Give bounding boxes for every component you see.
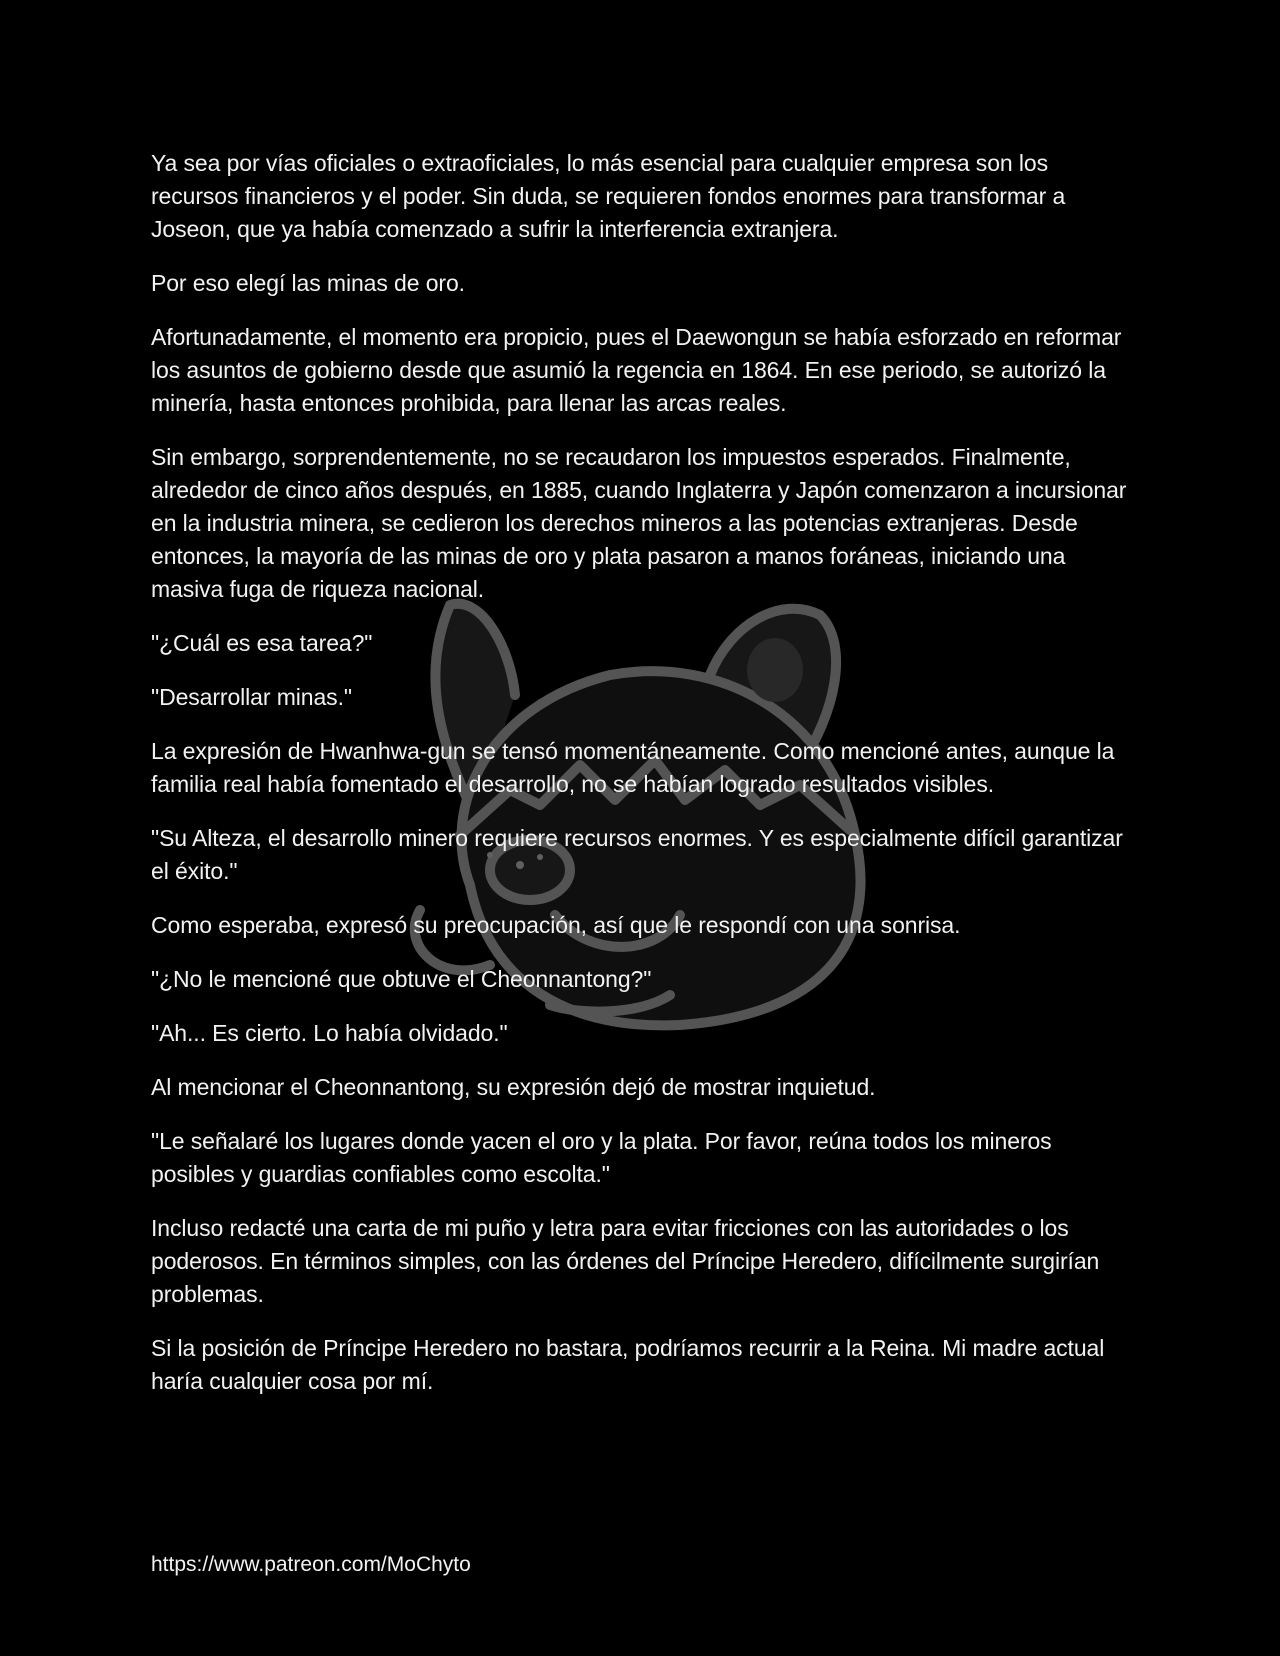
paragraph-14: Incluso redacté una carta de mi puño y letra para evitar fricciones con las autoridades o los poderosos. En términos simples, con las órdenes del Príncipe Heredero, difícilmente surgirían problemas. [151, 1215, 1100, 1307]
dialogue-line-5: "Ah... Es cierto. Lo había olvidado." [151, 1020, 508, 1046]
dialogue-line-2: "Desarrollar minas." [151, 684, 352, 710]
dialogue-line-3: "Su Alteza, el desarrollo minero requiere recursos enormes. Y es especialmente difícil garantizar el éxito." [151, 825, 1123, 884]
patreon-link[interactable]: https://www.patreon.com/MoChyto [151, 1553, 471, 1576]
dialogue-line-6: "Le señalaré los lugares donde yacen el oro y la plata. Por favor, reúna todos los mineros posibles y guardias confiables como escolta." [151, 1128, 1052, 1187]
dialogue-line-4: "¿No le mencioné que obtuve el Cheonnantong?" [151, 966, 652, 992]
paragraph-3: Afortunadamente, el momento era propicio, pues el Daewongun se había esforzado en reformar los asuntos de gobierno desde que asumió la regencia en 1864. En ese periodo, se autorizó la minería, hasta entonces prohibida, para llenar las arcas reales. [151, 324, 1122, 416]
dialogue-line-1: "¿Cuál es esa tarea?" [151, 630, 373, 656]
paragraph-15: Si la posición de Príncipe Heredero no bastara, podríamos recurrir a la Reina. Mi madre actual haría cualquier cosa por mí. [151, 1335, 1105, 1394]
article-body [151, 147, 1141, 1419]
paragraph-9: Como esperaba, expresó su preocupación, así que le respondí con una sonrisa. [151, 912, 961, 938]
paragraph-2: Por eso elegí las minas de oro. [151, 270, 465, 296]
paragraph-12: Al mencionar el Cheonnantong, su expresión dejó de mostrar inquietud. [151, 1074, 876, 1100]
paragraph-7: La expresión de Hwanhwa-gun se tensó momentáneamente. Como mencioné antes, aunque la familia real había fomentado el desarrollo, no se habían logrado resultados visibles. [151, 738, 1115, 797]
paragraph-4: Sin embargo, sorprendentemente, no se recaudaron los impuestos esperados. Finalmente, alrededor de cinco años después, en 1885, cuando Inglaterra y Japón comenzaron a incursionar en la industria minera, se cedieron los derechos mineros a las potencias extranjeras. Desde entonces, la mayoría de las minas de oro y plata pasaron a manos foráneas, iniciando una masiva fuga de riqueza nacional. [151, 444, 1127, 602]
paragraph-1: Ya sea por vías oficiales o extraoficiales, lo más esencial para cualquier empresa son los recursos financieros y el poder. Sin duda, se requieren fondos enormes para transformar a Joseon, que ya había comenzado a sufrir la interferencia extranjera. [151, 150, 1066, 242]
